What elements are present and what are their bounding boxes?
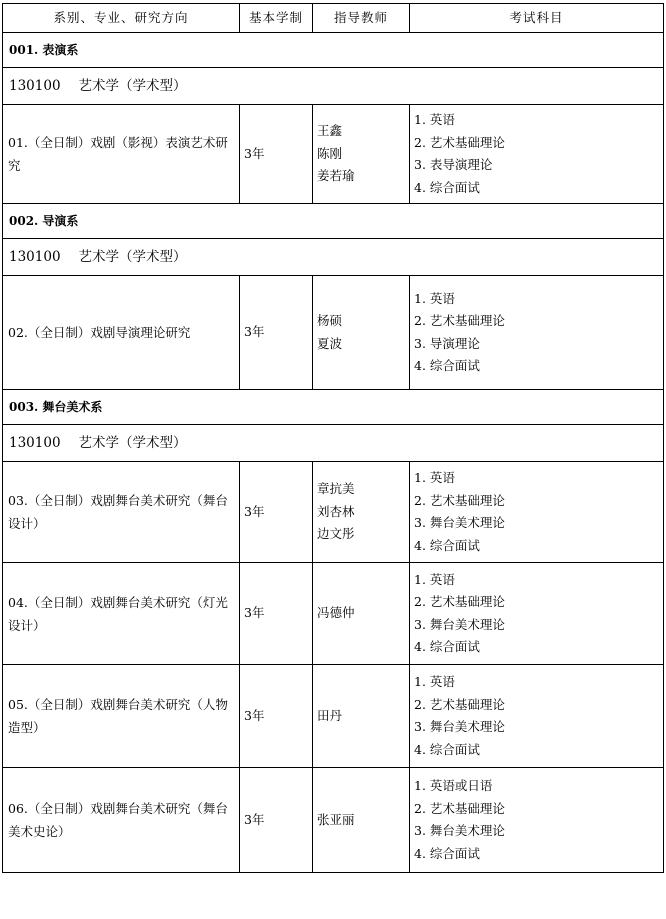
- direction-years: 3年: [240, 665, 313, 768]
- direction-teachers: [313, 563, 410, 665]
- exam-subject: 1. 英语: [414, 112, 455, 127]
- exam-subject: 4. 综合面试: [414, 179, 480, 195]
- teacher-name: 边文彤: [317, 526, 355, 542]
- header-exam-subjects: 考试科目: [410, 4, 664, 33]
- direction-row: [3, 276, 664, 390]
- major-row: [3, 425, 664, 462]
- major-code: 130100: [9, 248, 61, 265]
- teacher-name: 章抗美: [317, 481, 355, 497]
- direction-exams: [410, 563, 664, 665]
- exam-subject: 1. 英语: [414, 674, 455, 689]
- header-department: 系别、专业、研究方向: [3, 4, 240, 33]
- direction-name: 04.（全日制）戏剧舞台美术研究（灯光设计）: [3, 563, 240, 665]
- exam-subject: 3. 舞台美术理论: [414, 515, 505, 530]
- header-row: [3, 4, 664, 33]
- direction-exams: [410, 768, 664, 873]
- exam-subject: 2. 艺术基础理论: [414, 696, 505, 712]
- department-row: [3, 33, 664, 68]
- department-name: 003. 舞台美术系: [3, 390, 664, 425]
- teacher-name: 刘杏林: [317, 503, 355, 519]
- direction-exams: [410, 105, 664, 204]
- direction-exams: [410, 462, 664, 563]
- direction-exams: [410, 665, 664, 768]
- header-supervisor: 指导教师: [313, 4, 410, 33]
- direction-years: 3年: [240, 276, 313, 390]
- direction-name: 03.（全日制）戏剧舞台美术研究（舞台设计）: [3, 462, 240, 563]
- exam-subject: 2. 艺术基础理论: [414, 800, 505, 816]
- exam-subject: 3. 表导演理论: [414, 157, 493, 172]
- exam-subject: 2. 艺术基础理论: [414, 492, 505, 508]
- major-name: 艺术学（学术型）: [78, 77, 187, 94]
- department-row: [3, 390, 664, 425]
- exam-subject: 4. 综合面试: [414, 845, 480, 861]
- exam-subject: 4. 综合面试: [414, 741, 480, 757]
- direction-row: [3, 665, 664, 768]
- department-row: [3, 204, 664, 239]
- exam-subject: 1. 英语: [414, 571, 455, 587]
- direction-teachers: [313, 462, 410, 563]
- major-code: 130100: [9, 77, 61, 94]
- major-name: 艺术学（学术型）: [78, 434, 187, 451]
- exam-subject: 4. 综合面试: [414, 537, 480, 553]
- teacher-name: 夏波: [317, 335, 343, 351]
- direction-row: [3, 105, 664, 204]
- direction-teachers: [313, 665, 410, 768]
- exam-subject: 3. 舞台美术理论: [414, 616, 505, 632]
- teacher-name: 田丹: [317, 707, 343, 723]
- direction-years: 3年: [240, 105, 313, 204]
- exam-subject: 3. 导演理论: [414, 335, 480, 351]
- exam-subject: 1. 英语: [414, 290, 455, 306]
- direction-name: 02.（全日制）戏剧导演理论研究: [3, 276, 240, 390]
- major-row: [3, 239, 664, 276]
- teacher-name: 冯德仲: [317, 605, 355, 621]
- exam-subject: 2. 艺术基础理论: [414, 134, 505, 150]
- exam-subject: 4. 综合面试: [414, 358, 480, 373]
- department-name: 002. 导演系: [3, 204, 664, 239]
- direction-row: [3, 462, 664, 563]
- direction-teachers: [313, 768, 410, 873]
- exam-subject: 2. 艺术基础理论: [414, 313, 505, 328]
- exam-subject: 3. 舞台美术理论: [414, 719, 505, 734]
- direction-teachers: [313, 105, 410, 204]
- teacher-name: 陈刚: [317, 145, 343, 161]
- direction-exams: [410, 276, 664, 390]
- direction-name: 05.（全日制）戏剧舞台美术研究（人物造型）: [3, 665, 240, 768]
- major-name: 艺术学（学术型）: [78, 248, 187, 265]
- direction-name: 01.（全日制）戏剧（影视）表演艺术研究: [3, 105, 240, 204]
- teacher-name: 姜若瑜: [317, 168, 355, 184]
- teacher-name: 王鑫: [317, 123, 343, 139]
- exam-subject: 1. 英语: [414, 470, 455, 485]
- teacher-name: 张亚丽: [317, 811, 355, 827]
- direction-row: [3, 563, 664, 665]
- exam-subject: 2. 艺术基础理论: [414, 594, 505, 609]
- major-row: [3, 68, 664, 105]
- exam-subject: 1. 英语或日语: [414, 778, 493, 793]
- major-code: 130100: [9, 434, 61, 451]
- direction-name: 06.（全日制）戏剧舞台美术研究（舞台美术史论）: [3, 768, 240, 873]
- direction-years: 3年: [240, 462, 313, 563]
- direction-teachers: [313, 276, 410, 390]
- exam-subject: 3. 舞台美术理论: [414, 823, 505, 838]
- admissions-table: [2, 3, 664, 873]
- teacher-name: 杨硕: [317, 313, 343, 328]
- department-name: 001. 表演系: [3, 33, 664, 68]
- header-duration: 基本学制: [240, 4, 313, 33]
- exam-subject: 4. 综合面试: [414, 639, 480, 654]
- direction-years: 3年: [240, 768, 313, 873]
- direction-years: 3年: [240, 563, 313, 665]
- direction-row: [3, 768, 664, 873]
